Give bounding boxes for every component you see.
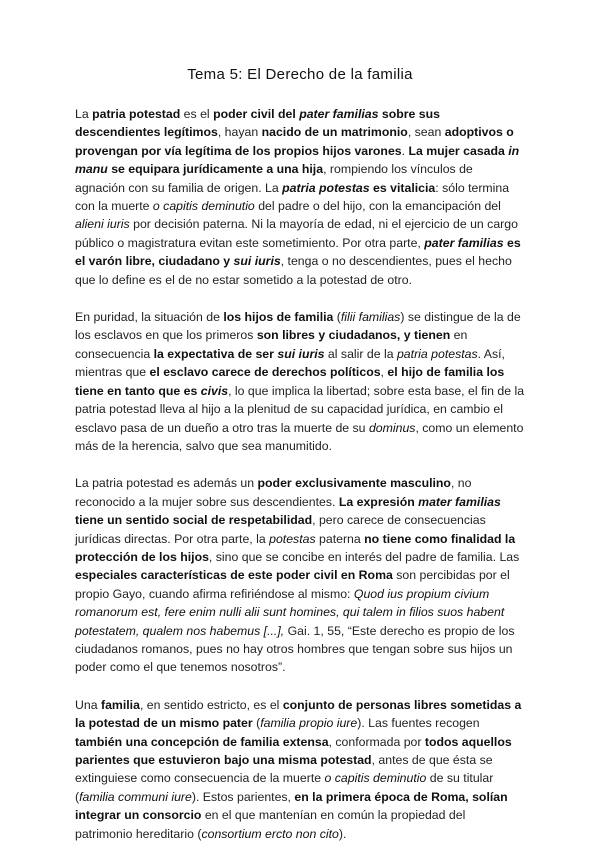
text-run: dominus	[368, 420, 416, 435]
text-run: ). Las fuentes recogen	[357, 716, 480, 731]
text-run: conjunto de personas libres sometidas a la potestad de un mismo pater	[75, 697, 522, 731]
text-run: los hijos de familia	[223, 310, 334, 325]
text-run: La patria potestad es además un	[75, 476, 258, 491]
text-run: (	[333, 310, 341, 325]
text-run: al salir de la	[324, 346, 397, 361]
text-run: todos aquellos parientes que estuvieron bajo una misma potestad	[75, 734, 512, 767]
text-run: Gai. 1, 55, “Este derecho es propio de los ciudadanos romanos, pues no hay otros hombres que tengan sobre sus hijos un poder como el que tenemos nosotros”.	[75, 623, 515, 675]
text-run: , lo que implica la libertad; sobre esta base, el fin de la patria potestad lleva al hijo a la plenitud de su capacidad jurídica, en cambio el esclavo pasa de un dueño a otro tras la muerte de su	[75, 383, 525, 435]
text-run: poder civil del	[213, 107, 300, 121]
text-run: , antes de que ésta se extinguiese como consecuencia de la muerte	[75, 753, 493, 786]
text-run: son libres y ciudadanos, y tienen	[256, 328, 451, 343]
text-run: , sino que se concibe en interés del padre de familia. Las	[208, 549, 520, 564]
text-run: civis	[200, 383, 229, 398]
text-run: pater familias	[299, 107, 379, 121]
text-run: , sean	[407, 125, 445, 140]
text-run: , no reconocido a la mujer sobre sus descendientes.	[75, 476, 472, 509]
text-run: no tiene como finalidad la protección de los hijos	[75, 531, 516, 564]
text-run: se equipara jurídicamente a una hija	[107, 162, 324, 177]
text-run: en consecuencia	[75, 328, 468, 361]
text-run: consortium ercto non cito	[201, 826, 339, 841]
paragraph-1	[75, 105, 525, 289]
text-run: : sólo termina con la muerte	[75, 180, 510, 214]
text-run: , tenga o no descendientes, pues el hecho que lo define es el de no estar sometido a la potestad de otro.	[75, 254, 512, 287]
text-run: paterna	[315, 531, 365, 546]
text-run: , como un elemento más de la herencia, salvo que sea manumitido.	[75, 420, 524, 453]
text-run: nacido de un matrimonio	[261, 125, 408, 140]
text-run: es vitalicia	[369, 180, 436, 195]
text-run: especiales características de este poder civil en Roma	[75, 568, 393, 583]
text-run: (	[252, 716, 261, 731]
document-title: Tema 5: El Derecho de la familia	[187, 66, 413, 83]
text-run: pater familias	[424, 235, 504, 250]
text-run: , conformada por	[328, 734, 425, 749]
text-run: ) se distingue de la de los esclavos en que los primeros	[75, 310, 521, 343]
text-run: por decisión paterna. Ni la mayoría de edad, ni el ejercicio de un cargo público o magistratura evitan este sometimiento. Por otra parte,	[75, 217, 518, 250]
text-run: .	[401, 143, 409, 158]
text-run: patria potestad	[92, 107, 181, 121]
text-run: ). Estos parientes,	[191, 789, 295, 804]
text-run: , en sentido estricto, es el	[139, 697, 283, 712]
document-body	[75, 105, 525, 843]
paragraph-2	[75, 308, 525, 455]
text-run: o capitis deminutio	[152, 199, 255, 214]
text-run: son percibidas por el propio Gayo, cuando afirma refiriéndose al mismo:	[75, 568, 510, 601]
text-run: el hijo de familia los tiene en tanto que es	[75, 365, 505, 398]
text-run: potestas	[269, 531, 316, 546]
text-run: La mujer casada	[408, 143, 509, 158]
text-run: también una concepción de familia extensa	[75, 734, 329, 749]
text-run: poder exclusivamente masculino	[257, 476, 451, 491]
text-run: mater familias	[418, 494, 501, 509]
text-run: En puridad, la situación de	[75, 310, 224, 325]
text-run: sui iuris	[277, 346, 325, 361]
text-run: familia communi iure	[79, 789, 192, 804]
text-run: patria potestas	[282, 180, 370, 195]
text-run: de su titular (	[75, 771, 494, 804]
text-run: ).	[338, 826, 347, 841]
text-run: Una	[75, 697, 101, 712]
document-page	[75, 66, 525, 862]
text-run: , rompiendo los vínculos de agnación con su familia de origen. La	[75, 162, 473, 195]
text-run: del padre o del hijo, con la emancipación del	[254, 199, 501, 214]
paragraph-3	[75, 474, 525, 676]
text-run: La	[75, 107, 93, 121]
text-run: o capitis deminutio	[324, 771, 427, 786]
text-run: in manu	[75, 143, 520, 177]
text-run: filii familias	[340, 310, 401, 325]
text-run: la expectativa de ser	[153, 346, 278, 361]
text-run: , pero carece de consecuencias jurídicas directas. Por otra parte, la	[75, 513, 486, 546]
text-run: familia	[100, 697, 140, 712]
text-run: adoptivos o provengan por vía legítima de los propios hijos varones	[75, 125, 514, 158]
text-run: en la primera época de Roma, solían integrar un consorcio	[75, 789, 508, 823]
text-run: sobre sus descendientes legítimos	[75, 107, 440, 140]
text-run: es el varón libre, ciudadano y	[75, 235, 521, 269]
text-run: Quod ius propium civium romanorum est, fere enim nulli alii sunt homines, qui talem in filios suos habent potestatem, qualem nos habemus [...],	[75, 586, 505, 638]
text-run: . Así, mientras que	[75, 346, 505, 380]
text-run: es el	[180, 107, 214, 121]
text-run: en el que mantenían en común la propiedad del patrimonio hereditario (	[75, 808, 466, 841]
text-run: el esclavo carece de derechos políticos	[149, 365, 381, 380]
text-run: patria potestas	[396, 346, 478, 361]
text-run: tiene un sentido social de respetabilidad	[75, 513, 313, 528]
text-run: ,	[380, 365, 388, 380]
paragraph-4	[75, 696, 525, 843]
text-run: sui iuris	[233, 254, 281, 269]
text-run: La expresión	[338, 494, 419, 509]
text-run: alieni iuris	[75, 217, 130, 232]
text-run: familia propio iure	[260, 716, 358, 731]
text-run: , hayan	[217, 125, 262, 140]
